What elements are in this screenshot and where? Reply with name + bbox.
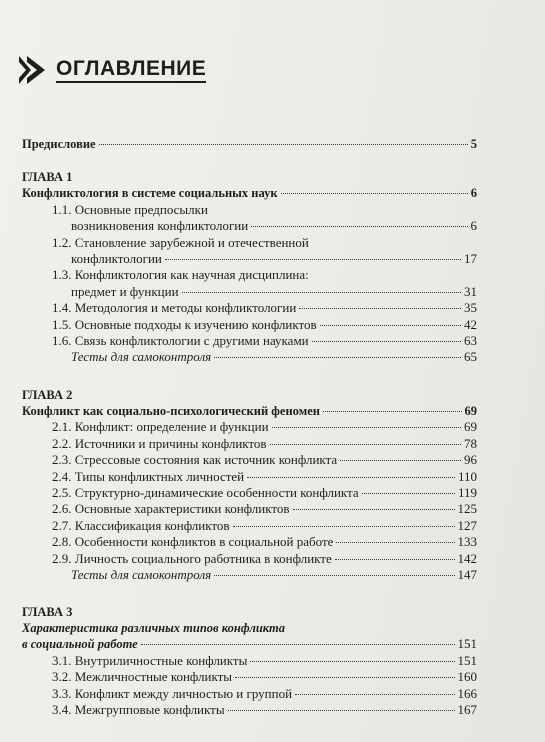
entry-title: 2.9. Личность социального работника в конфликте [52,550,332,566]
dot-leader [235,677,454,678]
page-number: 160 [457,669,477,685]
dot-leader [272,427,461,428]
toc-entry-section-2-2[interactable] [22,436,477,452]
chapter-label: ГЛАВА 2 [22,387,73,402]
entry-title: 2.4. Типы конфликтных личностей [52,468,245,484]
page-number: 42 [464,316,477,332]
dot-leader [295,694,454,695]
dot-leader [250,661,454,662]
toc-entry-section-1-1[interactable] [22,202,477,218]
toc-entry-section-2-6[interactable] [22,501,477,517]
page-number: 35 [464,300,477,316]
page-number: 69 [464,419,477,435]
dot-leader [340,460,461,461]
page-number: 17 [464,251,477,267]
page-number: 142 [457,550,477,566]
toc-entry-section-3-4[interactable] [22,702,477,718]
entry-title: Тесты для самоконтроля [71,349,212,365]
dot-leader [228,710,455,711]
double-arrow-icon [18,54,46,86]
dot-leader [299,308,461,309]
page-number: 6 [470,218,477,234]
toc-entry-section-1-2-cont[interactable] [22,251,477,267]
toc-entry-section-2-9[interactable] [22,551,477,567]
entry-title: 2.8. Особенности конфликтов в социальной работе [52,534,334,550]
page-number: 5 [470,137,477,151]
entry-title: 3.2. Межличностные конфликты [52,669,233,685]
toc-entry-chapter-3[interactable] [22,636,477,652]
entry-title: 1.1. Основные предпосылки [52,201,208,217]
page-number: 151 [457,652,477,668]
entry-title: 1.2. Становление зарубежной и отечественной [52,234,309,250]
toc-entry-section-2-8[interactable] [22,534,477,550]
page-number: 166 [457,685,477,701]
page-number: 110 [457,468,477,484]
dot-leader [214,357,461,358]
toc-entry-section-2-5[interactable] [22,485,477,501]
dot-leader [182,292,461,293]
entry-title: 2.3. Стрессовые состояния как источник конфликта [52,452,338,468]
toc-entry-section-3-3[interactable] [22,686,477,702]
entry-title: 2.1. Конфликт: определение и функции [52,419,269,435]
dot-leader [165,259,461,260]
chapter-label: ГЛАВА 1 [22,170,73,185]
page-number: 133 [457,534,477,550]
page-number: 125 [457,501,477,517]
toc-entry-section-2-3[interactable] [22,452,477,468]
toc-entry-tests-1[interactable] [22,349,477,365]
page-number: 6 [470,186,477,201]
dot-leader [293,509,455,510]
toc-entry-section-1-3-cont[interactable] [22,284,477,300]
entry-title-cont: возникновения конфликтологии [71,218,249,234]
dot-leader [141,644,455,645]
toc-entry-section-2-1[interactable] [22,419,477,435]
chapter-label: ГЛАВА 3 [22,605,73,620]
dot-leader [233,526,455,527]
toc-entry-tests-2[interactable] [22,567,477,583]
toc-entry-section-1-4[interactable] [22,300,477,316]
dot-leader [281,193,468,194]
dot-leader [251,226,467,227]
entry-title-cont: предмет и функции [71,283,179,299]
toc-entry-preface[interactable] [22,136,477,152]
dot-leader [214,575,454,576]
entry-title: 1.6. Связь конфликтологии с другими науками [52,333,309,349]
dot-leader [335,559,455,560]
page-number: 96 [464,452,477,468]
entry-title: Тесты для самоконтроля [71,566,212,582]
entry-title: 2.5. Структурно-динамические особенности конфликта [52,484,359,500]
entry-title: 1.4. Методология и методы конфликтологии [52,300,297,316]
toc-entry-section-1-6[interactable] [22,333,477,349]
dot-leader [320,325,461,326]
dot-leader [362,493,455,494]
toc-entry-section-2-7[interactable] [22,518,477,534]
toc-entry-section-3-1[interactable] [22,653,477,669]
chapter-name: Конфликтология в системе социальных наук [22,186,278,201]
page-number: 78 [464,435,477,451]
toc-header [18,54,206,86]
entry-title: 1.3. Конфликтология как научная дисциплина: [52,267,309,283]
entry-title: 3.1. Внутриличностные конфликты [52,652,248,668]
dot-leader [312,341,461,342]
entry-title-cont: конфликтологии [71,251,162,267]
dot-leader [270,444,461,445]
table-of-contents [22,136,477,718]
entry-title: 2.7. Классификация конфликтов [52,517,230,533]
entry-title: 3.4. Межгрупповые конфликты [52,701,225,717]
dot-leader [99,144,468,145]
toc-entry-section-1-5[interactable] [22,317,477,333]
chapter-name: Характеристика различных типов конфликта [22,621,285,636]
toc-entry-section-2-4[interactable] [22,469,477,485]
toc-entry-section-1-3[interactable] [22,267,477,283]
dot-leader [323,411,462,412]
page-number: 31 [464,283,477,299]
dot-leader [336,542,454,543]
toc-entry-section-1-1-cont[interactable] [22,218,477,234]
page-number: 65 [464,349,477,365]
page-title: ОГЛАВЛЕНИЕ [56,58,206,83]
page-number: 127 [457,517,477,533]
chapter-name-cont: в социальной работе [22,637,138,652]
page-number: 119 [457,484,477,500]
toc-entry-chapter-2[interactable] [22,403,477,419]
toc-entry-section-3-2[interactable] [22,669,477,685]
page-number: 167 [457,701,477,717]
entry-title: Предисловие [22,137,96,151]
page-number: 147 [457,566,477,582]
toc-entry-chapter-1[interactable] [22,185,477,201]
page-number: 63 [464,333,477,349]
entry-title: 1.5. Основные подходы к изучению конфликтов [52,316,317,332]
entry-title: 3.3. Конфликт между личностью и группой [52,685,293,701]
entry-title: 2.6. Основные характеристики конфликтов [52,501,290,517]
page-number: 69 [464,403,477,418]
dot-leader [247,477,455,478]
entry-title: 2.2. Источники и причины конфликтов [52,435,267,451]
page-number: 151 [457,636,477,652]
toc-entry-section-1-2[interactable] [22,235,477,251]
chapter-name: Конфликт как социально-психологический феномен [22,403,320,418]
